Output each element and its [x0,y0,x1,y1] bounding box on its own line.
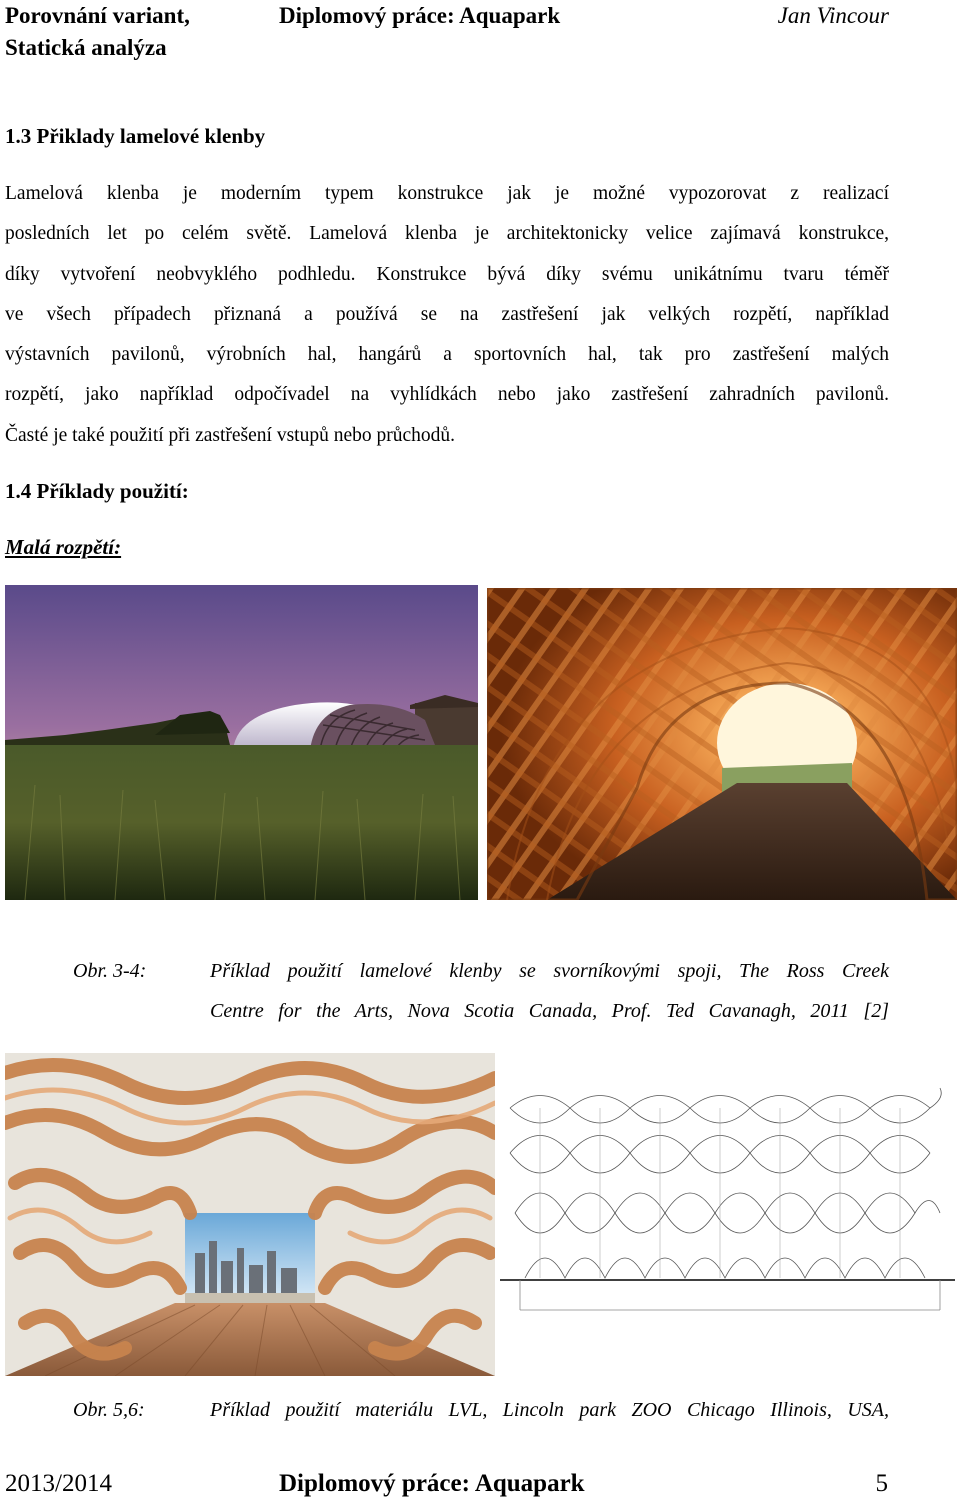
paragraph-line: ve všech případech přiznaná a používá se na zastřešení jak velkých rozpětí, například [5,303,889,325]
figure-5-6-label: Obr. 5,6: [73,1399,145,1421]
header-center: Diplomový práce: Aquapark [279,3,561,28]
figure-5-6-caption-line1: Příklad použití materiálu LVL, Lincoln park ZOO Chicago Illinois, USA, [210,1399,889,1421]
photo-lincoln-park-pavilion [5,1053,495,1376]
paragraph-line: posledních let po celém světě. Lamelová klenba je architektonicky velice zajímavá konstrukce, [5,223,889,245]
footer-page-number: 5 [875,1470,888,1497]
figure-3-4-caption-line1: Příklad použití lamelové klenby se svorníkovými spoji, The Ross Creek [210,960,889,982]
section-1-3-paragraph [5,174,889,456]
header-author: Jan Vincour [777,3,889,28]
photo-pavilion-landscape [5,585,478,900]
header-left-line2: Statická analýza [5,35,167,60]
footer-year: 2013/2014 [5,1470,112,1497]
paragraph-line: výstavních pavilonů, výrobních hal, hangárů a sportovních hal, tak pro zastřešení malých [5,344,889,366]
header-left-line1: Porovnání variant, [5,3,190,28]
section-subtitle-small-spans: Malá rozpětí: [5,535,122,559]
section-title-1-4: 1.4 Příklady použití: [5,479,189,503]
footer-center: Diplomový práce: Aquapark [279,1470,585,1497]
paragraph-line: Časté je také použití při zastřešení vstupů nebo průchodů. [5,424,456,446]
photo-lamella-tunnel-interior [487,588,957,900]
paragraph-line: rozpětí, jako například odpočívadel na vyhlídkách nebo jako zastřešení zahradních pavilonů. [5,384,889,406]
section-title-1-3: 1.3 Přiklady lamelové klenby [5,124,266,148]
paragraph-line: Lamelová klenba je moderním typem konstrukce jak je možné vypozorovat z realizací [5,183,889,204]
header-left [5,0,190,64]
drawing-pavilion-elevation [500,1078,955,1328]
figure-3-4-caption-line2: Centre for the Arts, Nova Scotia Canada, Prof. Ted Cavanagh, 2011 [2] [210,1000,889,1022]
figure-3-4-label: Obr. 3-4: [73,960,147,982]
paragraph-line: díky vytvoření neobvyklého podhledu. Konstrukce bývá díky svému unikátnímu tvaru téměř [5,263,889,285]
